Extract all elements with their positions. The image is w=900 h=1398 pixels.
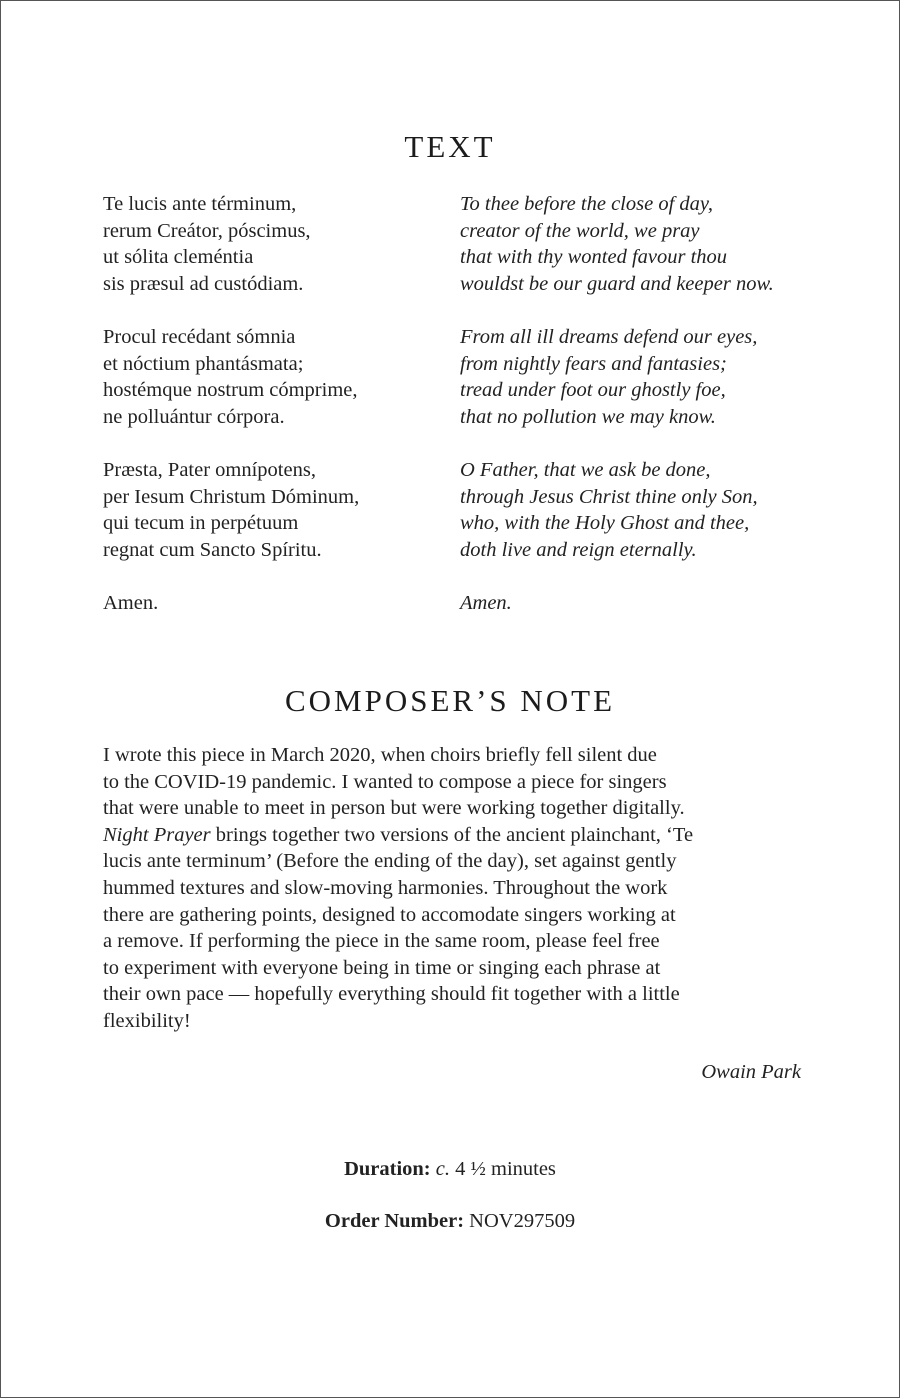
latin-line: hostémque nostrum cómprime, (103, 379, 358, 402)
english-line: from nightly fears and fantasies; (460, 352, 727, 375)
english-line: doth live and reign eternally. (460, 538, 697, 561)
order-number-label: Order Number: (324, 1210, 465, 1232)
note-line: lucis ante terminum’ (Before the ending of the day), set against gently (103, 850, 677, 873)
latin-line: Te lucis ante términum, (103, 193, 297, 215)
english-line: From all ill dreams defend our eyes, (460, 325, 758, 348)
english-line: creator of the world, we pray (460, 219, 700, 242)
latin-line: Præsta, Pater omnípotens, (103, 458, 316, 481)
english-line: through Jesus Christ thine only Son, (460, 485, 758, 508)
latin-line: ne polluántur córpora. (103, 405, 285, 428)
latin-line: per Iesum Christum Dóminum, (103, 485, 360, 508)
latin-line: qui tecum in perpétuum (103, 512, 299, 535)
note-line: their own pace — hopefully everything should fit together with a little (103, 983, 680, 1006)
latin-line: rerum Creátor, póscimus, (103, 219, 311, 242)
english-stanza-1 (460, 191, 840, 297)
latin-line: ut sólita cleméntia (103, 246, 254, 269)
note-line: hummed textures and slow-moving harmonies. Throughout the work (103, 876, 668, 899)
note-line (103, 822, 803, 849)
order-number-line (1, 1210, 899, 1233)
latin-stanza-2 (103, 324, 463, 430)
composers-note-heading: COMPOSER’S NOTE (284, 683, 616, 718)
note-line-text: brings together two versions of the ancient plainchant, ‘Te (210, 823, 694, 846)
note-line: to experiment with everyone being in time or singing each phrase at (103, 956, 661, 979)
duration-label: Duration: (344, 1158, 431, 1180)
composer-signature: Owain Park (701, 1061, 801, 1083)
note-line: that were unable to meet in person but were working together digitally. (103, 797, 685, 820)
latin-stanza-1 (103, 191, 463, 297)
latin-line: sis præsul ad custódiam. (103, 272, 304, 295)
note-line: to the COVID-19 pandemic. I wanted to compose a piece for singers (103, 770, 667, 793)
english-amen (460, 590, 840, 617)
english-line: tread under foot our ghostly foe, (460, 379, 726, 402)
english-line: that with thy wonted favour thou (460, 246, 728, 269)
english-text-column (460, 191, 840, 643)
latin-stanza-3 (103, 457, 463, 563)
english-stanza-3 (460, 457, 840, 563)
english-line: O Father, that we ask be done, (460, 458, 711, 481)
english-stanza-2 (460, 324, 840, 430)
english-line: who, with the Holy Ghost and thee, (460, 512, 750, 535)
duration-line (1, 1158, 899, 1181)
duration-approx: c. (435, 1158, 450, 1180)
note-line: I wrote this piece in March 2020, when choirs briefly fell silent due (103, 744, 657, 766)
composers-note-body (103, 742, 803, 1035)
note-line: there are gathering points, designed to accomodate singers working at (103, 903, 676, 926)
order-number-value: NOV297509 (464, 1210, 576, 1232)
duration-value: 4 ½ minutes (450, 1158, 556, 1180)
note-line: flexibility! (103, 1009, 191, 1032)
text-heading: TEXT (404, 129, 496, 164)
latin-line: regnat cum Sancto Spíritu. (103, 538, 322, 561)
latin-text-column (103, 191, 463, 643)
work-title: Night Prayer (103, 823, 211, 846)
latin-amen (103, 590, 463, 617)
english-line: wouldst be our guard and keeper now. (460, 272, 774, 295)
english-line: To thee before the close of day, (460, 193, 713, 215)
latin-line: Procul recédant sómnia (103, 325, 296, 348)
latin-line: Amen. (103, 591, 159, 614)
english-line: Amen. (460, 591, 512, 614)
note-line: a remove. If performing the piece in the same room, please feel free (103, 930, 660, 953)
latin-line: et nóctium phantásmata; (103, 352, 304, 375)
english-line: that no pollution we may know. (460, 405, 716, 428)
